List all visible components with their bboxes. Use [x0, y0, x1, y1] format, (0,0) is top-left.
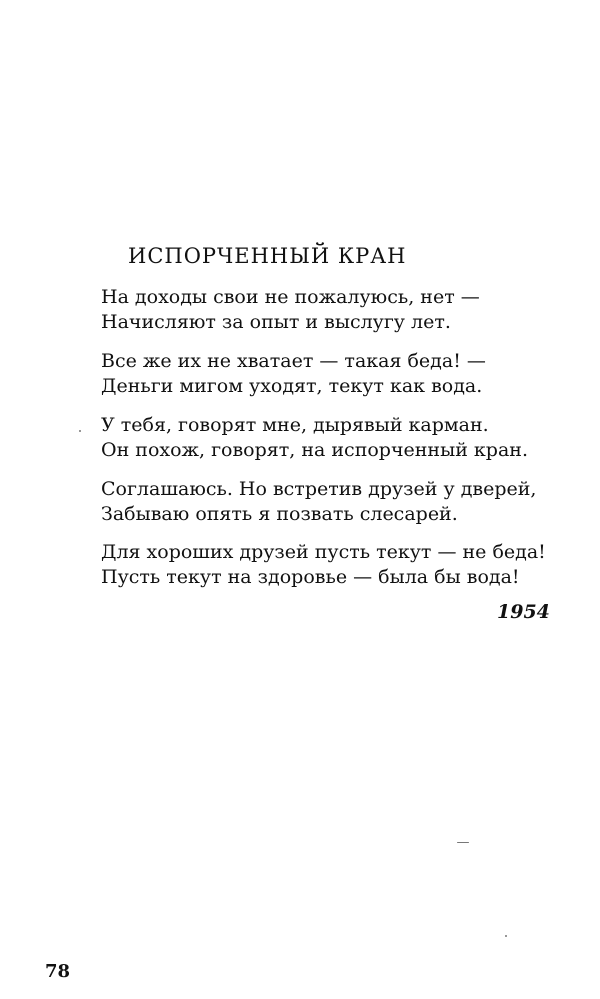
stanza-5: [101, 540, 546, 590]
stanza-2: [101, 349, 486, 399]
scan-speck: [79, 430, 81, 432]
stanza-3: [101, 413, 528, 463]
poem-title: ИСПОРЧЕННЫЙ КРАН: [128, 244, 407, 268]
poem-date: 1954: [497, 601, 550, 623]
poem-line: Пусть текут на здоровье — была бы вода!: [101, 566, 520, 588]
page-number: 78: [45, 961, 71, 982]
stanza-1: [101, 285, 480, 335]
poem-line: У тебя, говорят мне, дырявый карман.: [101, 414, 489, 436]
poem-line: Для хороших друзей пусть текут — не беда!: [101, 541, 546, 563]
poem-line: Деньги мигом уходят, текут как вода.: [101, 375, 483, 397]
poem-line: Соглашаюсь. Но встретив друзей у дверей,: [101, 478, 537, 500]
scan-speck: [505, 935, 507, 937]
poem-line: Он похож, говорят, на испорченный кран.: [101, 439, 528, 461]
stanza-4: [101, 477, 536, 527]
scan-speck: [457, 842, 469, 843]
poem-line: Забываю опять я позвать слесарей.: [101, 503, 458, 525]
poem-line: Начисляют за опыт и выслугу лет.: [101, 311, 451, 333]
poem-line: На доходы свои не пожалуюсь, нет —: [101, 286, 480, 308]
poem-line: Все же их не хватает — такая беда! —: [101, 350, 486, 372]
